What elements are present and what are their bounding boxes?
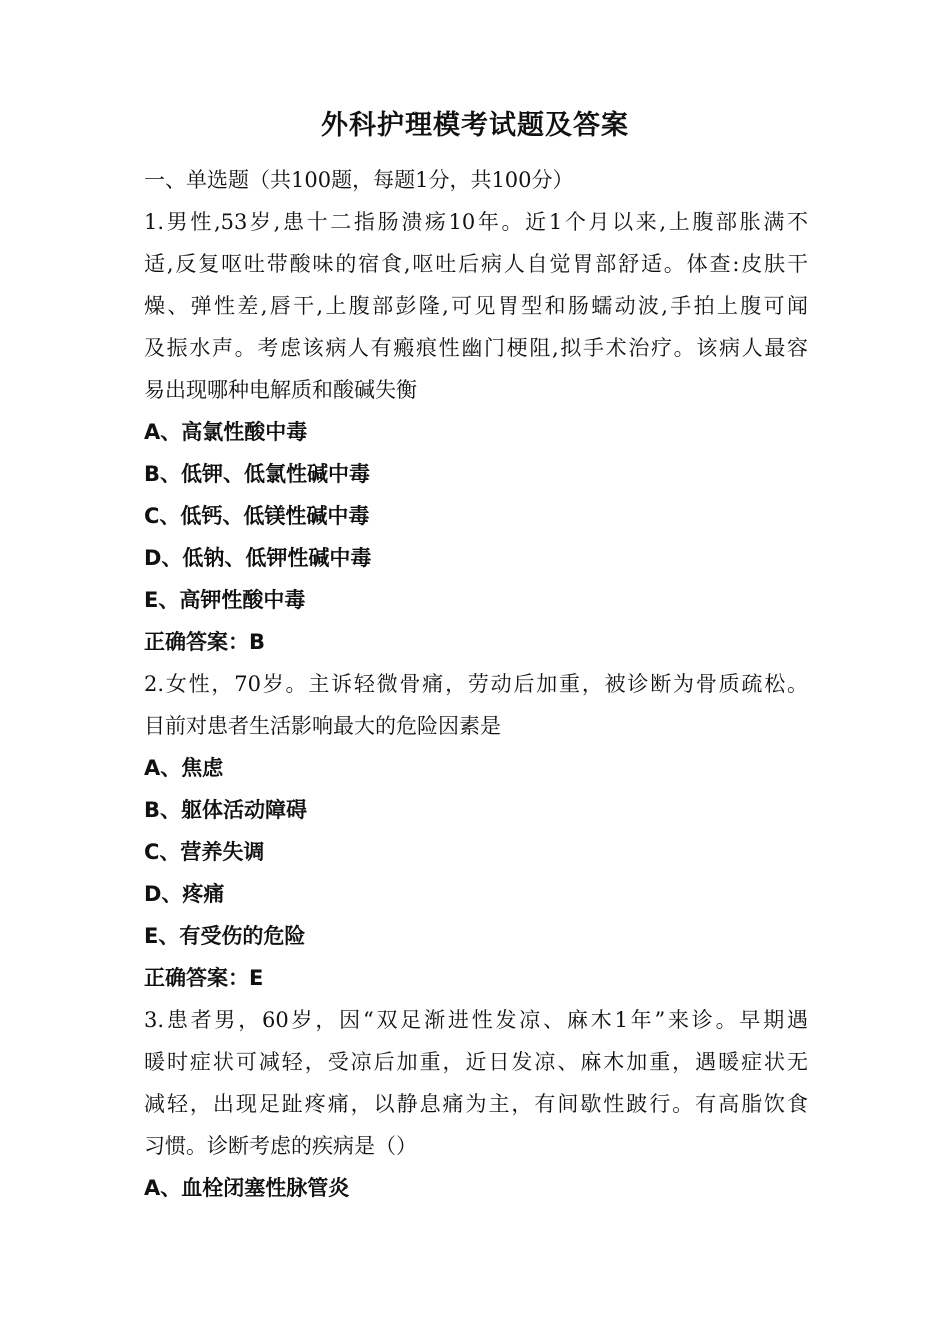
- correct-answer: 正确答案：E: [144, 966, 264, 990]
- section-heading: 一、单选题（共100题，每题1分，共100分）: [144, 168, 574, 192]
- document-body: [144, 159, 808, 1209]
- question-stem-line: 易出现哪种电解质和酸碱失衡: [144, 378, 417, 402]
- question-stem-line: 燥、弹性差,唇干,上腹部彭隆,可见胃型和肠蠕动波,手拍上腹可闻: [144, 294, 808, 318]
- option-c: C、营养失调: [144, 840, 265, 864]
- option-a: A、高氯性酸中毒: [144, 420, 308, 444]
- question-stem-line: 及振水声。考虑该病人有瘢痕性幽门梗阻,拟手术治疗。该病人最容: [144, 336, 808, 360]
- option-d: D、低钠、低钾性碱中毒: [144, 546, 372, 570]
- question-3: [144, 999, 808, 1209]
- question-stem-line: 适,反复呕吐带酸味的宿食,呕吐后病人自觉胃部舒适。体查:皮肤干: [144, 252, 808, 276]
- option-e: E、有受伤的危险: [144, 924, 306, 948]
- question-stem-line: 目前对患者生活影响最大的危险因素是: [144, 714, 501, 738]
- question-stem-line: 减轻，出现足趾疼痛，以静息痛为主，有间歇性跛行。有高脂饮食: [144, 1092, 808, 1116]
- option-d: D、疼痛: [144, 882, 225, 906]
- question-stem-line: 2.女性，70岁。主诉轻微骨痛，劳动后加重，被诊断为骨质疏松。: [144, 672, 808, 696]
- option-b: B、低钾、低氯性碱中毒: [144, 462, 371, 486]
- option-c: C、低钙、低镁性碱中毒: [144, 504, 370, 528]
- document-title: 外科护理模考试题及答案: [321, 110, 629, 141]
- question-stem-line: 习惯。诊断考虑的疾病是（）: [144, 1134, 417, 1158]
- correct-answer: 正确答案：B: [144, 630, 266, 654]
- question-2: [144, 663, 808, 999]
- question-1: [144, 201, 808, 663]
- option-a: A、血栓闭塞性脉管炎: [144, 1176, 350, 1200]
- option-e: E、高钾性酸中毒: [144, 588, 306, 612]
- question-stem-line: 3.患者男，60岁，因“双足渐进性发凉、麻木1年”来诊。早期遇: [144, 1008, 808, 1032]
- option-a: A、焦虑: [144, 756, 224, 780]
- question-stem-line: 暖时症状可减轻，受凉后加重，近日发凉、麻木加重，遇暖症状无: [144, 1050, 808, 1074]
- option-b: B、躯体活动障碍: [144, 798, 308, 822]
- question-stem-line: 1.男性,53岁,患十二指肠溃疡10年。近1个月以来,上腹部胀满不: [144, 210, 808, 234]
